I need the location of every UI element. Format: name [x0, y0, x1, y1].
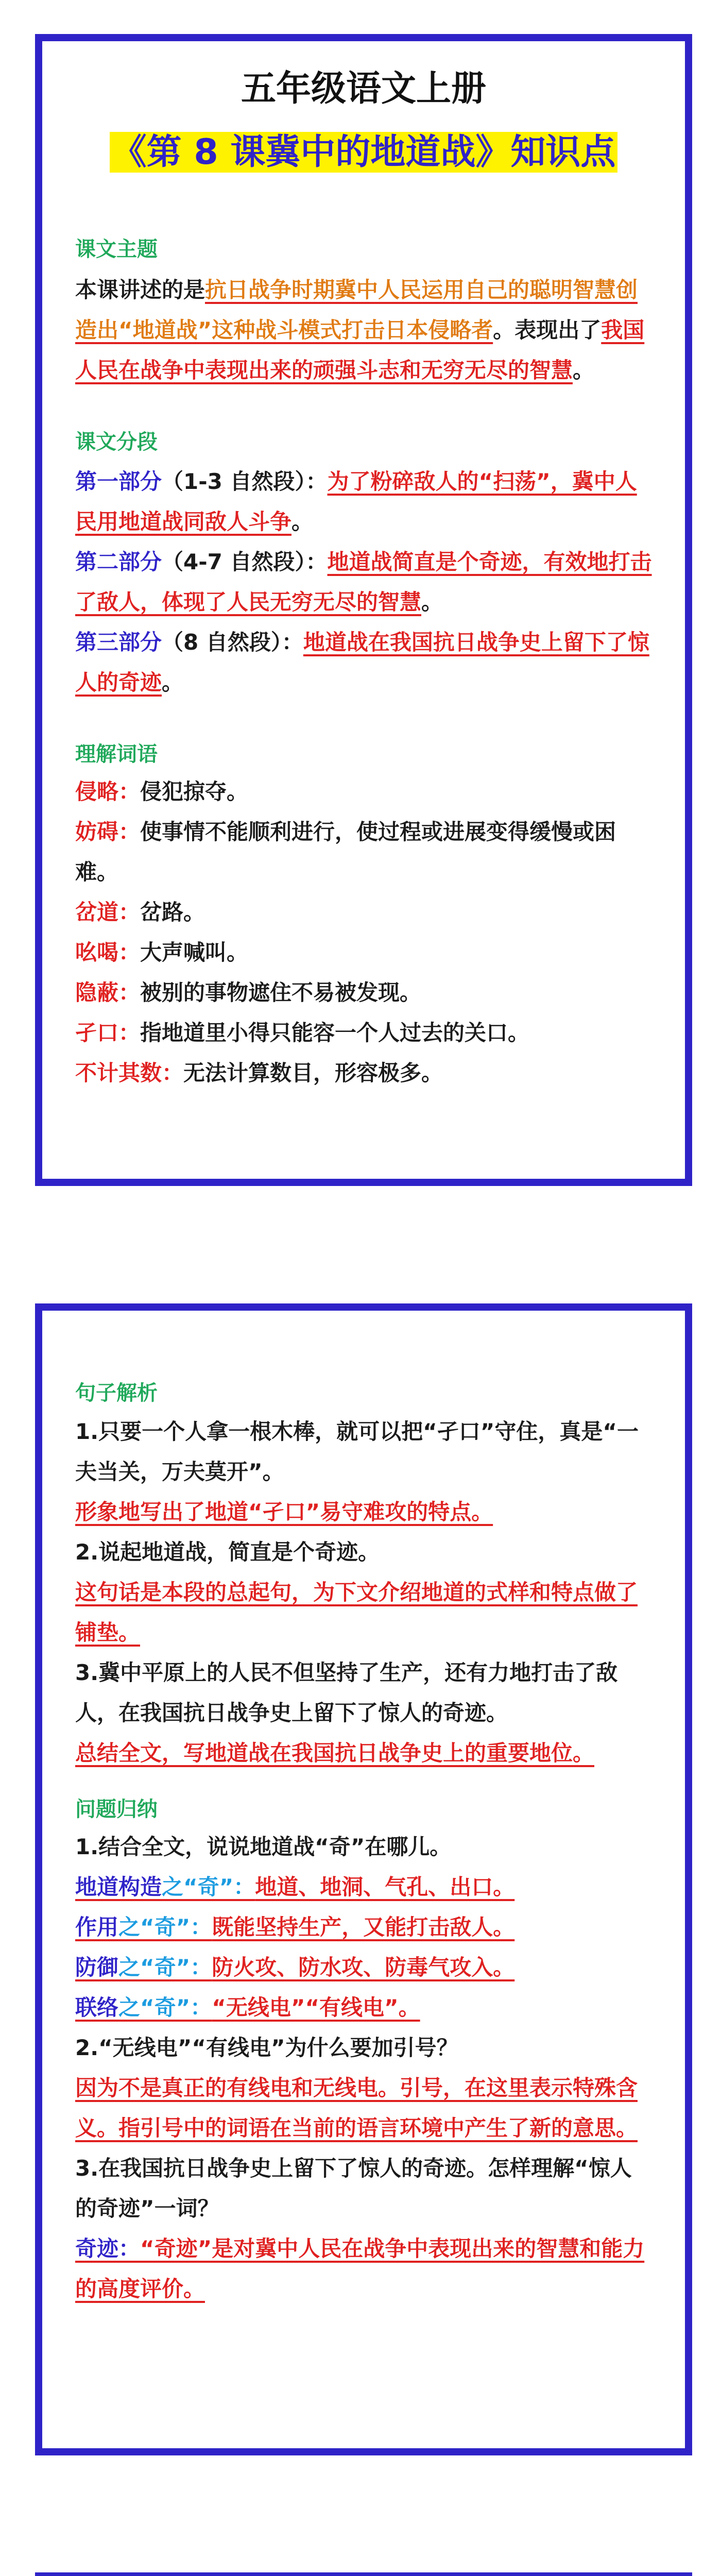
- vocab-item: 侵略：侵犯掠夺。: [75, 779, 249, 804]
- section-part-1: 第一部分（1-3 自然段）：为了粉碎敌人的“扫荡”，冀中人民用地道战同敌人斗争。: [75, 469, 637, 534]
- knowledge-card-1: [35, 34, 692, 1186]
- theme-key-2: 我国人民在战争中表现出来的顽强斗志和无穷无尽的智慧: [75, 317, 645, 383]
- vocab-item: 隐蔽：被别的事物遮住不易被发现。: [75, 980, 422, 1005]
- lesson-title-wrap: [75, 121, 652, 184]
- vocab-item: 不计其数：无法计算数目，形容极多。: [75, 1060, 443, 1086]
- summary-question-1: 1.结合全文，说说地道战“奇”在哪儿。: [75, 1834, 452, 1859]
- summary-heading: 问题归纳: [75, 1798, 158, 1821]
- summary-answer-2: 因为不是真正的有线电和无线电。引号，在这里表示特殊含义。指引号中的词语在当前的语言环境中产生了新的意思。: [75, 2075, 638, 2141]
- theme-heading: 课文主题: [75, 238, 158, 261]
- theme-paragraph: 本课讲述的是抗日战争时期冀中人民运用自己的聪明智慧创造出“地道战”这种战斗模式打击日本侵略者。表现出了我国人民在战争中表现出来的顽强斗志和无穷无尽的智慧。: [75, 277, 645, 383]
- knowledge-card-3: [35, 2572, 692, 2576]
- summary-row-structure: 地道构造之“奇”：地道、地洞、气孔、出口。: [75, 1874, 515, 1900]
- summary-answer-3: 奇迹：“奇迹”是对冀中人民在战争中表现出来的智慧和能力的高度评价。: [75, 2236, 645, 2301]
- summary-row-contact: 联络之“奇”：“无线电”“有线电”。: [75, 1995, 420, 2020]
- analysis-heading: 句子解析: [75, 1381, 158, 1405]
- vocab-item: 岔道：岔路。: [75, 900, 205, 925]
- lesson-title: 《第 8 课冀中的地道战》知识点: [110, 132, 618, 173]
- analysis-answer-1: 形象地写出了地道“孑口”易守难攻的特点。: [75, 1499, 493, 1524]
- page-title: 五年级语文上册: [241, 69, 486, 109]
- vocab-item: 吆喝：大声喊叫。: [75, 940, 249, 965]
- summary-row-defense: 防御之“奇”：防火攻、防水攻、防毒气攻入。: [75, 1955, 515, 1980]
- section-part-2: 第二部分（4-7 自然段）：地道战简直是个奇迹，有效地打击了敌人，体现了人民无穷无尽的智慧。: [75, 549, 652, 615]
- theme-key-1: 抗日战争时期冀中人民运用自己的聪明智慧创造出“地道战”这种战斗模式打击日本侵略者: [75, 277, 638, 343]
- summary-row-function: 作用之“奇”：既能坚持生产，又能打击敌人。: [75, 1914, 515, 1940]
- analysis-sentence-1: 1.只要一个人拿一根木棒，就可以把“孑口”守住，真是“一夫当关，万夫莫开”。: [75, 1419, 639, 1484]
- analysis-sentence-3: 3.冀中平原上的人民不但坚持了生产，还有力地打击了敌人，在我国抗日战争史上留下了惊人的奇迹。: [75, 1660, 618, 1725]
- vocab-item: 孑口：指地道里小得只能容一个人过去的关口。: [75, 1020, 530, 1045]
- analysis-sentence-2: 2.说起地道战，简直是个奇迹。: [75, 1539, 380, 1565]
- section-part-3: 第三部分（8 自然段）：地道战在我国抗日战争史上留下了惊人的奇迹。: [75, 630, 649, 695]
- sections-heading: 课文分段: [75, 430, 158, 454]
- summary-question-2: 2.“无线电”“有线电”为什么要加引号？: [75, 2035, 458, 2060]
- knowledge-card-2: [35, 1303, 692, 2455]
- analysis-answer-2: 这句话是本段的总起句，为下文介绍地道的式样和特点做了铺垫。: [75, 1580, 638, 1645]
- analysis-answer-3: 总结全文，写地道战在我国抗日战争史上的重要地位。: [75, 1740, 595, 1766]
- vocab-heading: 理解词语: [75, 742, 158, 766]
- vocab-item: 妨碍：使事情不能顺利进行，使过程或进展变得缓慢或困难。: [75, 819, 616, 885]
- summary-question-3: 3.在我国抗日战争史上留下了惊人的奇迹。怎样理解“惊人的奇迹”一词？: [75, 2156, 632, 2221]
